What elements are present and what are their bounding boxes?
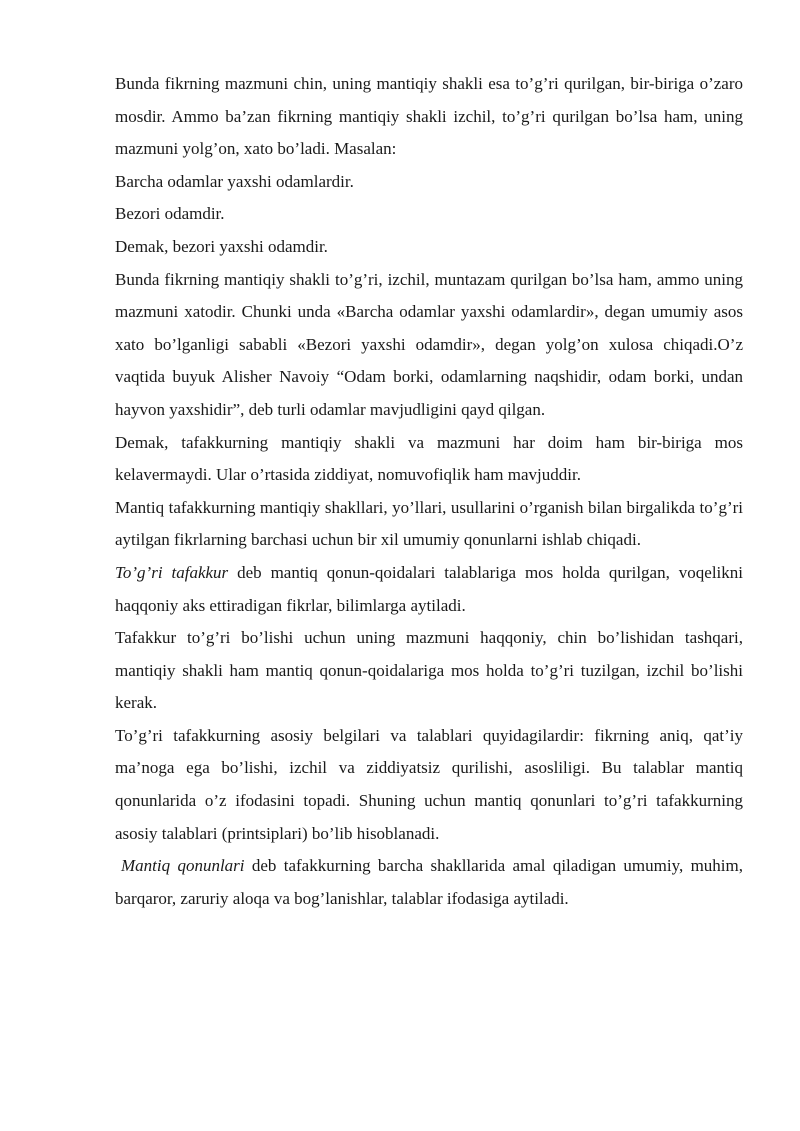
paragraph-explanation: Bunda fikrning mantiqiy shakli to’g’ri, izchil, muntazam qurilgan bo’lsa ham, ammo uning mazmuni xatodir. Chunki unda «Barcha odamlar yaxshi odamlardir», degan umumiy asos xato bo’lganligi sababli «Bezori yaxshi odamdir», degan yolg’on xulosa chiqadi.O’z vaqtida buyuk Alisher Navoiy “Odam borki, odamlarning naqshidir, odam borki, undan hayvon yaxshidir”, deb turli odamlar mavjudligini qayd qilgan. <box>115 269 743 419</box>
paragraph-logic-laws-definition <box>115 850 743 915</box>
document-page <box>115 68 743 915</box>
term-logic-laws: Mantiq qonunlari <box>121 856 245 876</box>
paragraph-correct-thinking-definition <box>115 557 743 622</box>
syllogism-premise-minor: Bezori odamdir. <box>115 204 225 224</box>
paragraph-intro: Bunda fikrning mazmuni chin, uning mantiqiy shakli esa to’g’ri qurilgan, bir-biriga o’zaro mosdir. Ammo ba’zan fikrning mantiqiy shakli izchil, to’g’ri qurilgan bo’lsa ham, uning mazmuni yolg’on, xato bo’ladi. Masalan: <box>115 74 743 159</box>
paragraph-logic-laws-intro: Mantiq tafakkurning mantiqiy shakllari, yo’llari, usullarini o’rganish bilan birgalikda to’g’ri aytilgan fikrlarning barchasi uchun bir xil umumiy qonunlarni ishlab chiqadi. <box>115 497 743 550</box>
paragraph-correct-thinking-conditions: Tafakkur to’g’ri bo’lishi uchun uning mazmuni haqqoniy, chin bo’lishidan tashqari, mantiqiy shakli ham mantiq qonun-qoidalariga mos holda to’g’ri tuzilgan, izchil bo’lishi kerak. <box>115 628 743 713</box>
definition-text: deb mantiq qonun-qoidalari talablariga mos holda qurilgan, voqelikni haqqoniy aks ettiradigan fikrlar, bilimlarga aytiladi. <box>115 562 743 615</box>
syllogism-premise-major: Barcha odamlar yaxshi odamlardir. <box>115 171 354 191</box>
term-correct-thinking: To’g’ri tafakkur <box>115 562 229 582</box>
paragraph-mismatch: Demak, tafakkurning mantiqiy shakli va mazmuni har doim ham bir-biriga mos kelavermaydi. Ular o’rtasida ziddiyat, nomuvofiqlik ham mavjuddir. <box>115 432 743 485</box>
definition-text: deb tafakkurning barcha shakllarida amal qiladigan umumiy, muhim, barqaror, zaruriy aloqa va bog’lanishlar, talablar ifodasiga aytiladi. <box>115 856 743 908</box>
paragraph-correct-thinking-features: To’g’ri tafakkurning asosiy belgilari va talablari quyidagilardir: fikrning aniq, qat’iy ma’noga ega bo’lishi, izchil va ziddiyatsiz qurilishi, asosliligi. Bu talablar mantiq qonunlarida o’z ifodasini topadi. Shuning uchun mantiq qonunlari to’g’ri tafakkurning asosiy talablari (printsiplari) bo’lib hisoblanadi. <box>115 725 743 843</box>
syllogism-conclusion: Demak, bezori yaxshi odamdir. <box>115 236 328 256</box>
